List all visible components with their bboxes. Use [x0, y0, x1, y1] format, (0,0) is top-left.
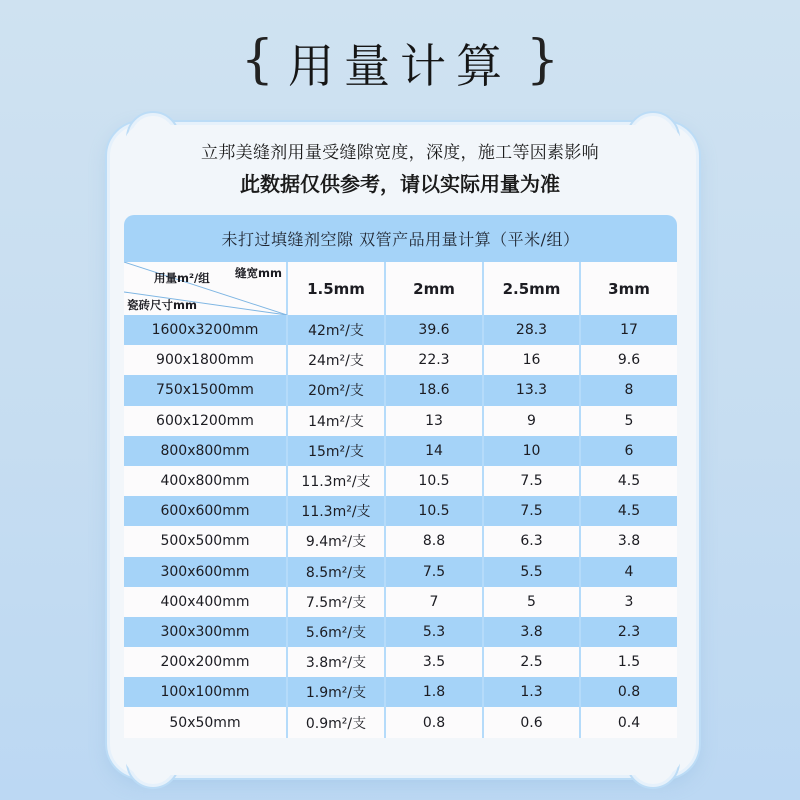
- joint-width-label: 缝宽mm: [235, 266, 282, 280]
- coverage-value-cell: 10.5: [385, 466, 483, 496]
- coverage-per-tube-cell: 20m²/支: [287, 375, 385, 405]
- table-row: [124, 466, 677, 496]
- coverage-value-cell: 7.5: [385, 557, 483, 587]
- table-row: [124, 436, 677, 466]
- tile-size-cell: 600x600mm: [124, 496, 287, 526]
- coverage-value-cell: 5.5: [483, 557, 580, 587]
- table-row: [124, 557, 677, 587]
- coverage-value-cell: 7: [385, 587, 483, 617]
- tile-size-cell: 800x800mm: [124, 436, 287, 466]
- coverage-per-tube-cell: 24m²/支: [287, 345, 385, 375]
- coverage-value-cell: 3.8: [483, 617, 580, 647]
- coverage-value-cell: 6: [580, 436, 677, 466]
- tile-size-cell: 300x600mm: [124, 557, 287, 587]
- coverage-value-cell: 2.3: [580, 617, 677, 647]
- tile-size-cell: 400x400mm: [124, 587, 287, 617]
- table-row: [124, 375, 677, 405]
- coverage-value-cell: 1.8: [385, 677, 483, 707]
- tile-size-label: 瓷砖尺寸mm: [127, 298, 197, 312]
- coverage-value-cell: 5: [483, 587, 580, 617]
- right-brace-decoration: }: [526, 30, 560, 90]
- coverage-value-cell: 0.6: [483, 707, 580, 737]
- coverage-value-cell: 0.8: [580, 677, 677, 707]
- coverage-per-tube-cell: 0.9m²/支: [287, 707, 385, 737]
- table-row: [124, 677, 677, 707]
- tile-size-cell: 300x300mm: [124, 617, 287, 647]
- coverage-per-tube-cell: 5.6m²/支: [287, 617, 385, 647]
- coverage-value-cell: 9: [483, 406, 580, 436]
- column-header-2.5mm: 2.5mm: [483, 262, 580, 315]
- coverage-value-cell: 8.8: [385, 526, 483, 556]
- coverage-per-tube-cell: 3.8m²/支: [287, 647, 385, 677]
- coverage-value-cell: 4: [580, 557, 677, 587]
- left-brace-decoration: {: [240, 30, 274, 90]
- coverage-value-cell: 1.3: [483, 677, 580, 707]
- coverage-value-cell: 4.5: [580, 496, 677, 526]
- tile-size-cell: 750x1500mm: [124, 375, 287, 405]
- table-row: [124, 707, 677, 737]
- coverage-per-tube-cell: 15m²/支: [287, 436, 385, 466]
- notice-line-1: 立邦美缝剂用量受缝隙宽度，深度，施工等因素影响: [201, 143, 599, 163]
- coverage-value-cell: 0.8: [385, 707, 483, 737]
- tile-size-cell: 200x200mm: [124, 647, 287, 677]
- table-row: [124, 587, 677, 617]
- table-row: [124, 315, 677, 345]
- coverage-per-tube-cell: 11.3m²/支: [287, 496, 385, 526]
- coverage-value-cell: 5.3: [385, 617, 483, 647]
- coverage-value-cell: 17: [580, 315, 677, 345]
- coverage-value-cell: 9.6: [580, 345, 677, 375]
- coverage-per-tube-cell: 42m²/支: [287, 315, 385, 345]
- table-row: [124, 406, 677, 436]
- coverage-value-cell: 5: [580, 406, 677, 436]
- notice-line-2: 此数据仅供参考，请以实际用量为准: [240, 172, 560, 196]
- coverage-value-cell: 13: [385, 406, 483, 436]
- tile-size-cell: 400x800mm: [124, 466, 287, 496]
- coverage-value-cell: 0.4: [580, 707, 677, 737]
- coverage-value-cell: 18.6: [385, 375, 483, 405]
- title-text: 用量计算: [288, 39, 512, 93]
- column-header-2mm: 2mm: [385, 262, 483, 315]
- coverage-value-cell: 3: [580, 587, 677, 617]
- table-row: [124, 647, 677, 677]
- column-header-row: [124, 262, 677, 315]
- coverage-value-cell: 4.5: [580, 466, 677, 496]
- coverage-value-cell: 2.5: [483, 647, 580, 677]
- coverage-per-tube-cell: 9.4m²/支: [287, 526, 385, 556]
- coverage-value-cell: 6.3: [483, 526, 580, 556]
- usage-grid: [124, 262, 677, 738]
- tile-size-cell: 1600x3200mm: [124, 315, 287, 345]
- tile-size-cell: 900x1800mm: [124, 345, 287, 375]
- usage-table: [124, 215, 677, 738]
- coverage-value-cell: 7.5: [483, 466, 580, 496]
- table-row: [124, 617, 677, 647]
- coverage-value-cell: 7.5: [483, 496, 580, 526]
- tile-size-cell: 500x500mm: [124, 526, 287, 556]
- tile-size-cell: 50x50mm: [124, 707, 287, 737]
- coverage-value-cell: 8: [580, 375, 677, 405]
- coverage-per-tube-cell: 8.5m²/支: [287, 557, 385, 587]
- coverage-value-cell: 1.5: [580, 647, 677, 677]
- coverage-value-cell: 10: [483, 436, 580, 466]
- table-row: [124, 345, 677, 375]
- coverage-value-cell: 3.5: [385, 647, 483, 677]
- coverage-value-cell: 3.8: [580, 526, 677, 556]
- coverage-value-cell: 28.3: [483, 315, 580, 345]
- tile-size-cell: 100x100mm: [124, 677, 287, 707]
- coverage-value-cell: 39.6: [385, 315, 483, 345]
- corner-header-cell: [124, 262, 287, 315]
- coverage-per-tube-cell: 1.9m²/支: [287, 677, 385, 707]
- coverage-per-tube-cell: 7.5m²/支: [287, 587, 385, 617]
- coverage-value-cell: 10.5: [385, 496, 483, 526]
- usage-label: 用量m²/组: [154, 271, 210, 285]
- column-header-3mm: 3mm: [580, 262, 677, 315]
- table-title: 未打过填缝剂空隙 双管产品用量计算（平米/组）: [124, 215, 677, 262]
- coverage-per-tube-cell: 11.3m²/支: [287, 466, 385, 496]
- page-title: [0, 28, 800, 98]
- coverage-value-cell: 22.3: [385, 345, 483, 375]
- column-header-1.5mm: 1.5mm: [287, 262, 385, 315]
- coverage-value-cell: 13.3: [483, 375, 580, 405]
- usage-notice: [0, 140, 800, 199]
- coverage-per-tube-cell: 14m²/支: [287, 406, 385, 436]
- coverage-value-cell: 16: [483, 345, 580, 375]
- coverage-value-cell: 14: [385, 436, 483, 466]
- table-row: [124, 496, 677, 526]
- table-row: [124, 526, 677, 556]
- tile-size-cell: 600x1200mm: [124, 406, 287, 436]
